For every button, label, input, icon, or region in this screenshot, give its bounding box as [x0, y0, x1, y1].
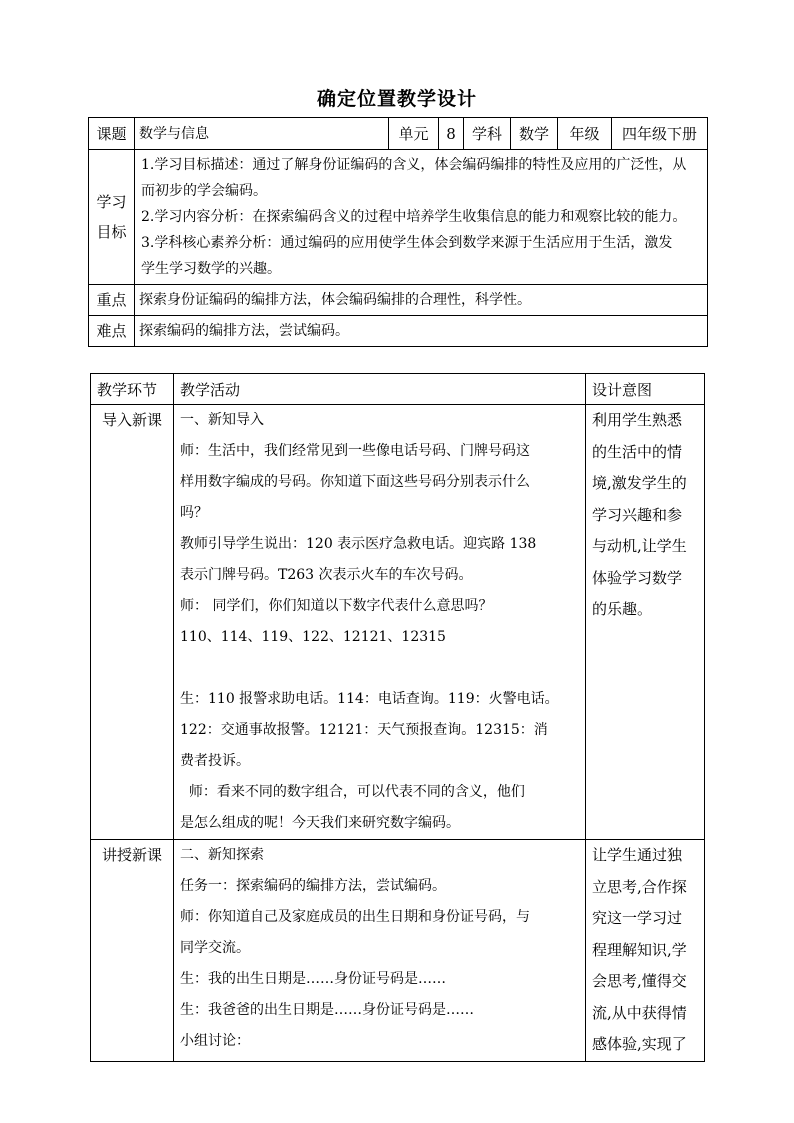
subject-value: 数学	[511, 118, 558, 150]
activity-line: 小组讨论：	[180, 1033, 250, 1049]
teaching-process-table	[90, 373, 705, 1062]
page-title: 确定位置教学设计	[316, 88, 477, 110]
activity-line	[180, 653, 579, 684]
intent-line: 体验学习数学	[592, 568, 683, 587]
goals-label: 学习 目标	[89, 150, 135, 285]
header-intent: 设计意图	[586, 374, 705, 405]
goals-text	[135, 150, 708, 285]
header-stage: 教学环节	[91, 374, 174, 405]
activity-line: 任务一：探索编码的编排方法，尝试编码。	[180, 878, 446, 894]
intent-line: 境,激发学生的	[592, 474, 687, 492]
activity-line: 生：我爸爸的出生日期是……身份证号码是……	[180, 1002, 474, 1018]
header-activity: 教学活动	[174, 374, 586, 405]
grade-label: 年级	[558, 118, 612, 150]
activity-line: 师：看来不同的数字组合，可以代表不同的含义，他们	[180, 784, 525, 800]
activity-line: 师：生活中，我们经常见到一些像电话号码、门牌号码这	[180, 443, 530, 459]
goal-line: 而初步的学会编码。	[141, 183, 267, 199]
stage-cell: 导入新课	[91, 405, 174, 840]
activity-line: 样用数字编成的号码。你知道下面这些号码分别表示什么	[180, 474, 530, 490]
intent-line: 感体验,实现了	[592, 1035, 687, 1053]
activity-cell	[174, 840, 586, 1062]
intent-line: 利用学生熟悉	[592, 411, 683, 429]
stage-cell: 讲授新课	[91, 840, 174, 1062]
intent-line: 会思考,懂得交	[592, 972, 687, 990]
topic-label: 课题	[89, 118, 135, 150]
activity-line: 费者投诉。	[180, 753, 250, 769]
goal-line: 1.学习目标描述：通过了解身份证编码的含义，体会编码编排的特性及应用的广泛性，从	[141, 157, 687, 173]
intent-line: 学习兴趣和参	[592, 505, 683, 524]
goal-line: 2.学习内容分析：在探索编码含义的过程中培养学生收集信息的能力和观察比较的能力。	[141, 209, 687, 225]
intent-line: 流,从中获得情	[592, 1003, 687, 1022]
activity-line: 是怎么组成的呢！今天我们来研究数字编码。	[180, 815, 460, 831]
intent-line: 让学生通过独	[592, 846, 683, 864]
process-row-intro	[91, 405, 705, 840]
activity-line: 同学交流。	[180, 940, 250, 956]
activity-line: 生：110 报警求助电话。114：电话查询。119：火警电话。	[180, 691, 559, 707]
difficulty-row	[89, 316, 708, 347]
subject-label: 学科	[464, 118, 511, 150]
difficulty-label: 难点	[89, 316, 135, 347]
goals-row	[89, 150, 708, 285]
intent-line: 立思考,合作探	[592, 877, 687, 896]
intent-cell	[586, 405, 705, 840]
intent-line: 的乐趣。	[592, 600, 653, 618]
goal-line: 学生学习数学的兴趣。	[141, 261, 281, 277]
intent-line: 程理解知识,学	[592, 940, 687, 959]
grade-value: 四年级下册	[612, 118, 708, 150]
activity-line: 表示门牌号码。T263 次表示火车的车次号码。	[180, 567, 473, 583]
info-row	[89, 118, 708, 150]
difficulty-value: 探索编码的编排方法，尝试编码。	[135, 316, 708, 347]
activity-cell	[174, 405, 586, 840]
key-point-row	[89, 285, 708, 316]
course-info-table	[88, 117, 708, 347]
intent-line: 与动机,让学生	[592, 537, 687, 555]
activity-line: 吗？	[180, 505, 208, 521]
activity-line: 师：你知道自己及家庭成员的出生日期和身份证号码，与	[180, 909, 530, 925]
unit-value: 8	[439, 118, 464, 150]
intent-line: 的生活中的情	[592, 442, 683, 461]
unit-label: 单元	[389, 118, 439, 150]
activity-line: 122：交通事故报警。12121：天气预报查询。12315：消	[180, 722, 548, 738]
activity-line: 一、新知导入	[180, 412, 264, 428]
intent-line: 究这一学习过	[592, 909, 683, 927]
activity-line: 师： 同学们，你们知道以下数字代表什么意思吗？	[180, 598, 493, 614]
goal-line: 3.学科核心素养分析：通过编码的应用使学生体会到数学来源于生活应用于生活，激发	[141, 235, 673, 251]
process-row-new-lesson	[91, 840, 705, 1062]
topic-value: 数学与信息	[135, 118, 389, 150]
intent-cell	[586, 840, 705, 1062]
process-header-row	[91, 374, 705, 405]
activity-line: 110、114、119、122、12121、12315	[180, 629, 446, 645]
key-point-value: 探索身份证编码的编排方法，体会编码编排的合理性，科学性。	[135, 285, 708, 316]
activity-line: 二、新知探索	[180, 847, 264, 863]
key-point-label: 重点	[89, 285, 135, 316]
activity-line: 生：我的出生日期是……身份证号码是……	[180, 971, 446, 987]
activity-line: 教师引导学生说出：120 表示医疗急救电话。迎宾路 138	[180, 536, 537, 552]
